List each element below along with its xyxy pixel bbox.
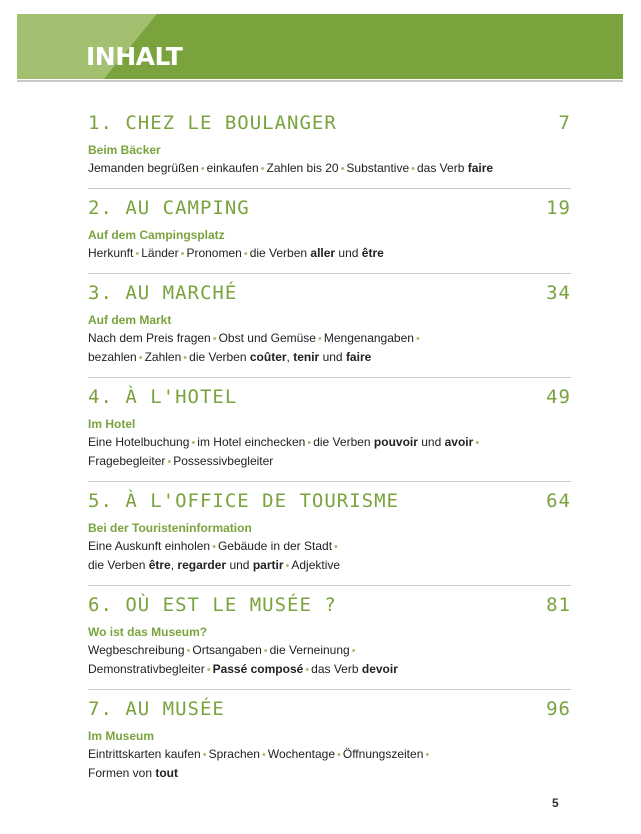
chapter-page-number: 7 — [558, 112, 571, 134]
bullet-separator: • — [340, 163, 345, 175]
topic-text: die Verben — [313, 435, 374, 449]
chapter-entry — [88, 696, 571, 782]
chapter-divider — [88, 273, 571, 274]
bullet-separator: • — [202, 749, 207, 761]
topic-text: Adjektive — [291, 558, 341, 572]
chapter-heading — [88, 195, 571, 228]
chapter-heading — [88, 384, 571, 417]
chapter-entry — [88, 110, 571, 189]
topic-text: Mengenangaben — [323, 331, 414, 345]
topic-text: Substantive — [346, 161, 410, 175]
chapter-entry — [88, 195, 571, 274]
chapter-entry — [88, 280, 571, 378]
page-title: INHALT — [86, 42, 183, 71]
header-divider — [17, 80, 623, 82]
chapter-subtitle: Im Museum — [88, 729, 155, 743]
page-number: 5 — [552, 796, 559, 810]
topic-text: Obst und Gemüse — [218, 331, 316, 345]
bullet-separator: • — [415, 333, 420, 345]
topic-line — [88, 660, 571, 679]
chapter-topics — [88, 244, 571, 263]
bullet-separator: • — [351, 645, 356, 657]
chapter-topics — [88, 329, 571, 367]
topic-text: Gebäude in der Stadt — [217, 539, 333, 553]
bullet-separator: • — [260, 163, 265, 175]
bullet-separator: • — [307, 437, 312, 449]
chapter-page-number: 49 — [546, 386, 571, 408]
topic-keyword: faire — [345, 350, 372, 364]
topic-text: Eine Auskunft einholen — [88, 539, 211, 553]
chapter-heading — [88, 488, 571, 521]
topic-text: die Verben — [88, 558, 149, 572]
bullet-separator: • — [261, 749, 266, 761]
bullet-separator: • — [212, 541, 216, 553]
chapter-heading — [88, 110, 571, 143]
chapter-title: 1. CHEZ LE BOULANGER — [88, 112, 337, 134]
topic-text: die Verneinung — [269, 643, 350, 657]
bullet-separator: • — [243, 248, 248, 260]
bullet-separator: • — [135, 248, 140, 260]
chapter-title: 7. AU MUSÉE — [88, 698, 225, 720]
table-of-contents — [88, 110, 571, 782]
topic-text: und — [335, 246, 362, 260]
chapter-divider — [88, 585, 571, 586]
topic-text: Ortsangaben — [192, 643, 262, 657]
chapter-title: 4. À L'HOTEL — [88, 386, 238, 408]
bullet-separator: • — [411, 163, 415, 175]
topic-line — [88, 159, 571, 178]
chapter-topics — [88, 433, 571, 471]
topic-line — [88, 244, 571, 263]
topic-text: Formen von — [88, 766, 156, 780]
chapter-entry — [88, 488, 571, 586]
chapter-title: 5. À L'OFFICE DE TOURISME — [88, 490, 399, 512]
chapter-heading — [88, 696, 571, 729]
chapter-page-number: 81 — [546, 594, 571, 616]
bullet-separator: • — [263, 645, 268, 657]
chapter-subtitle: Wo ist das Museum? — [88, 625, 208, 639]
topic-line — [88, 745, 571, 764]
chapter-divider — [88, 689, 571, 690]
topic-keyword: avoir — [444, 435, 474, 449]
chapter-topics — [88, 745, 571, 782]
topic-text: Demonstrativbegleiter — [88, 662, 205, 676]
topic-text: Eintrittskarten kaufen — [88, 747, 201, 761]
topic-text: Zahlen — [144, 350, 182, 364]
chapter-divider — [88, 481, 571, 482]
chapter-topics — [88, 537, 571, 575]
bullet-separator: • — [191, 437, 196, 449]
topic-line — [88, 329, 571, 348]
topic-text: Sprachen — [208, 747, 260, 761]
topic-text: Öffnungszeiten — [342, 747, 424, 761]
topic-text: die Verben — [189, 350, 250, 364]
topic-text: Nach dem Preis fragen — [88, 331, 211, 345]
chapter-subtitle: Auf dem Campingsplatz — [88, 228, 225, 242]
chapter-entry — [88, 384, 571, 482]
topic-keyword: coûter — [249, 350, 287, 364]
bullet-separator: • — [200, 163, 205, 175]
chapter-page-number: 96 — [546, 698, 571, 720]
bullet-separator: • — [305, 664, 310, 676]
chapter-subtitle: Auf dem Markt — [88, 313, 172, 327]
bullet-separator: • — [180, 248, 185, 260]
topic-line — [88, 433, 571, 452]
topic-text: Eine Hotelbuchung — [88, 435, 190, 449]
topic-keyword: partir — [252, 558, 284, 572]
chapter-divider — [88, 377, 571, 378]
bullet-separator: • — [475, 437, 480, 449]
bullet-separator: • — [186, 645, 191, 657]
chapter-title: 6. OÙ EST LE MUSÉE ? — [88, 594, 337, 616]
topic-text: das Verb — [311, 662, 362, 676]
topic-keyword: Passé composé — [212, 662, 304, 676]
topic-line — [88, 764, 571, 782]
chapter-subtitle: Beim Bäcker — [88, 143, 161, 157]
chapter-divider — [88, 188, 571, 189]
topic-text: , — [170, 558, 178, 572]
bullet-separator: • — [206, 664, 211, 676]
topic-text: Herkunft — [88, 246, 134, 260]
chapter-title: 2. AU CAMPING — [88, 197, 250, 219]
bullet-separator: • — [138, 352, 143, 364]
chapter-subtitle: Im Hotel — [88, 417, 136, 431]
topic-keyword: regarder — [177, 558, 227, 572]
topic-text: die Verben — [249, 246, 311, 260]
bullet-separator: • — [334, 541, 338, 553]
topic-text: bezahlen — [88, 350, 137, 364]
topic-line — [88, 556, 571, 575]
topic-text: einkaufen — [206, 161, 259, 175]
topic-keyword: faire — [467, 161, 494, 175]
topic-keyword: tenir — [293, 350, 320, 364]
topic-keyword: tout — [155, 766, 179, 780]
bullet-separator: • — [167, 456, 172, 468]
bullet-separator: • — [212, 333, 217, 345]
topic-text: im Hotel einchecken — [197, 435, 306, 449]
bullet-separator: • — [285, 560, 290, 572]
topic-line — [88, 348, 571, 367]
chapter-page-number: 19 — [546, 197, 571, 219]
topic-text: Pronomen — [186, 246, 242, 260]
topic-text: das Verb — [417, 161, 468, 175]
chapter-page-number: 34 — [546, 282, 571, 304]
topic-text: Länder — [141, 246, 179, 260]
topic-line — [88, 537, 571, 556]
chapter-title: 3. AU MARCHÉ — [88, 282, 238, 304]
chapter-subtitle: Bei der Touristeninformation — [88, 521, 252, 535]
bullet-separator: • — [317, 333, 322, 345]
topic-text: , — [286, 350, 294, 364]
topic-text: Fragebegleiter — [88, 454, 166, 468]
topic-keyword: être — [361, 246, 384, 260]
topic-text: und — [417, 435, 445, 449]
bullet-separator: • — [183, 352, 188, 364]
topic-text: Wochentage — [267, 747, 335, 761]
topic-line — [88, 641, 571, 660]
topic-keyword: aller — [310, 246, 336, 260]
bullet-separator: • — [337, 749, 341, 761]
topic-text: und — [319, 350, 346, 364]
chapter-entry — [88, 592, 571, 690]
topic-text: Wegbeschreibung — [88, 643, 185, 657]
chapter-topics — [88, 159, 571, 178]
topic-keyword: devoir — [361, 662, 398, 676]
topic-text: Zahlen bis 20 — [266, 161, 339, 175]
chapter-topics — [88, 641, 571, 679]
topic-keyword: pouvoir — [373, 435, 418, 449]
chapter-heading — [88, 280, 571, 313]
topic-keyword: être — [148, 558, 171, 572]
topic-line — [88, 452, 571, 471]
bullet-separator: • — [425, 749, 430, 761]
topic-text: Possessivbegleiter — [173, 454, 274, 468]
chapter-heading — [88, 592, 571, 625]
topic-text: Jemanden begrüßen — [88, 161, 199, 175]
topic-text: und — [226, 558, 253, 572]
chapter-page-number: 64 — [546, 490, 571, 512]
